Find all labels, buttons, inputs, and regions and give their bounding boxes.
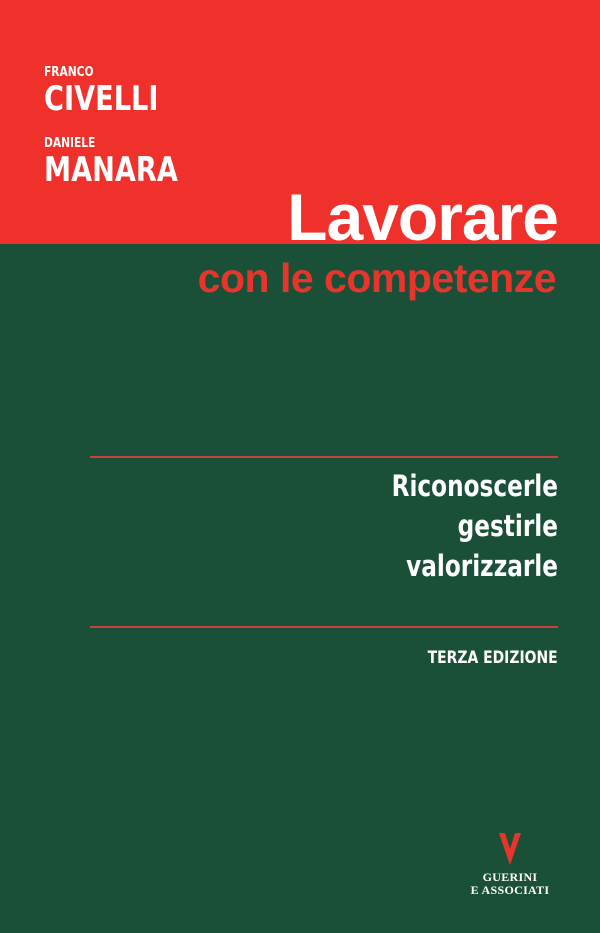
bottom-green-band <box>0 244 600 933</box>
subtitle-line-1: Riconoscerle <box>391 469 558 503</box>
subtitle-line-3: valorizzarle <box>406 549 558 583</box>
edition-label: TERZA EDIZIONE <box>427 648 558 668</box>
publisher-block <box>460 832 560 897</box>
lower-divider-rule <box>90 626 558 628</box>
author-2-first-name: DANIELE <box>44 136 96 151</box>
publisher-name-line-1: GUERINI <box>482 870 538 884</box>
book-subtitle <box>350 466 558 586</box>
upper-divider-rule <box>90 456 558 458</box>
publisher-v-logo-icon <box>498 832 522 866</box>
book-title: Lavorare <box>287 180 558 254</box>
author-2-last-name: MANARA <box>44 150 178 190</box>
author-1-first-name: FRANCO <box>44 65 94 80</box>
author-1-last-name: CIVELLI <box>44 79 159 119</box>
subtitle-line-2: gestirle <box>457 509 558 543</box>
book-title-continuation: con le competenze <box>197 255 556 301</box>
publisher-name-line-2: E ASSOCIATI <box>470 883 550 897</box>
